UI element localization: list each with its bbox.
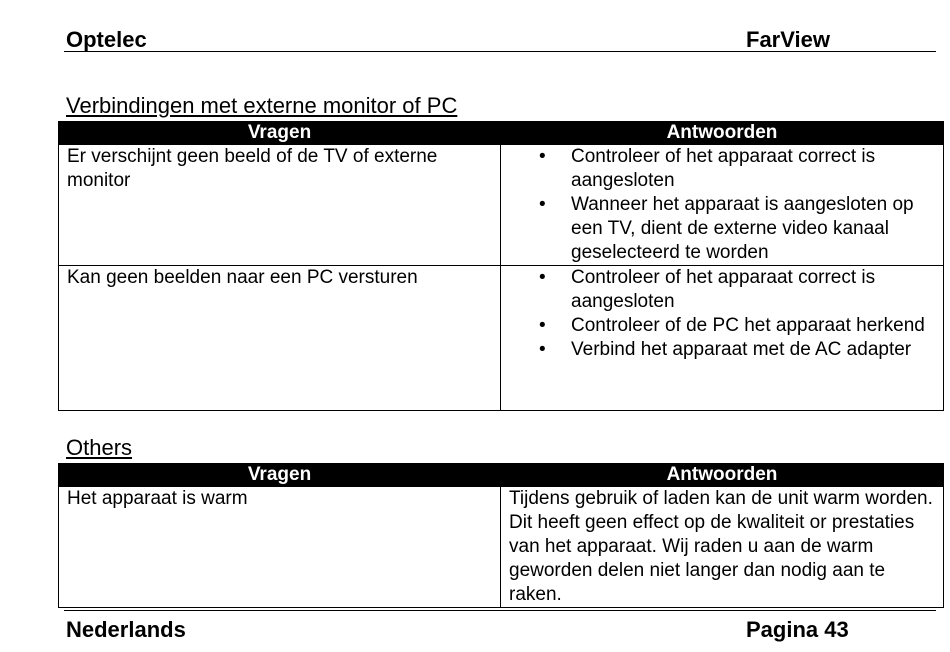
table-row (59, 145, 944, 266)
answer-list (509, 145, 937, 265)
table-header-row (59, 464, 944, 487)
answer-text: Verbind het apparaat met de AC adapter (571, 339, 912, 360)
column-header-answers: Antwoorden (501, 122, 944, 145)
answer-cell (501, 266, 944, 411)
brand-name: Optelec (66, 27, 147, 52)
header-rule (64, 51, 936, 52)
column-header-questions: Vragen (59, 464, 501, 487)
list-item (509, 338, 937, 362)
footer-rule (64, 610, 936, 611)
list-item (509, 145, 937, 193)
column-header-questions: Vragen (59, 122, 501, 145)
question-cell: Er verschijnt geen beeld of de TV of externe monitor (59, 145, 501, 266)
question-cell: Het apparaat is warm (59, 487, 501, 608)
section-title-others: Others (66, 435, 133, 460)
answer-cell: Tijdens gebruik of laden kan de unit warm worden. Dit heeft geen effect op de kwaliteit or prestaties van het apparaat. Wij raden u aan de warm geworden delen niet langer dan nodig aan te raken. (501, 487, 944, 608)
bullet-icon: • (539, 267, 546, 288)
table-row (59, 266, 944, 411)
footer-language: Nederlands (66, 617, 186, 642)
list-item (509, 266, 937, 314)
list-item (509, 193, 937, 265)
answer-list (509, 266, 937, 362)
list-item (509, 314, 937, 338)
answer-text: Controleer of het apparaat correct is aangesloten (571, 267, 876, 312)
product-name: FarView (746, 27, 830, 52)
bullet-icon: • (539, 194, 546, 215)
page-number: Pagina 43 (746, 617, 849, 642)
answer-text: Controleer of de PC het apparaat herkend (571, 315, 925, 336)
bullet-icon: • (539, 339, 546, 360)
bullet-icon: • (539, 315, 546, 336)
table-header-row (59, 122, 944, 145)
column-header-answers: Antwoorden (501, 464, 944, 487)
table-row (59, 487, 944, 608)
faq-table-connections (58, 121, 944, 411)
question-cell: Kan geen beelden naar een PC versturen (59, 266, 501, 411)
bullet-icon: • (539, 146, 546, 167)
answer-text: Controleer of het apparaat correct is aangesloten (571, 146, 876, 191)
section-title-connections: Verbindingen met externe monitor of PC (66, 93, 458, 118)
answer-cell (501, 145, 944, 266)
answer-text: Wanneer het apparaat is aangesloten op een TV, dient de externe video kanaal geselecteerd te worden (571, 194, 914, 263)
faq-table-others (58, 463, 944, 608)
